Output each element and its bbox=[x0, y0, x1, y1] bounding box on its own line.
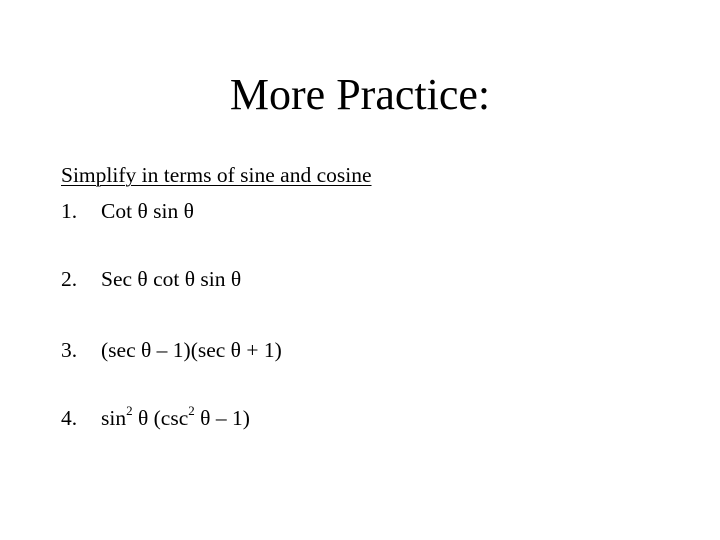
problem-item-4 bbox=[61, 404, 250, 432]
problem-expression: Sec θ cot θ sin θ bbox=[101, 267, 242, 291]
exponent: 2 bbox=[188, 402, 195, 418]
problem-expression-part: sin bbox=[101, 406, 127, 430]
problem-expression-part: θ (csc bbox=[132, 406, 189, 430]
slide-title: More Practice: bbox=[229, 70, 491, 119]
problem-expression-part: θ – 1) bbox=[194, 406, 250, 430]
problem-number: 2. bbox=[61, 267, 78, 291]
problem-expression: (sec θ – 1)(sec θ + 1) bbox=[101, 338, 282, 362]
problem-number: 1. bbox=[61, 199, 78, 223]
instruction-heading: Simplify in terms of sine and cosine bbox=[61, 163, 372, 187]
problem-item-1 bbox=[61, 197, 194, 225]
problem-item-3 bbox=[61, 336, 282, 364]
exponent: 2 bbox=[126, 402, 133, 418]
problem-number: 3. bbox=[61, 338, 78, 362]
problem-number: 4. bbox=[61, 406, 78, 430]
problem-item-2 bbox=[61, 265, 241, 293]
problem-expression: Cot θ sin θ bbox=[101, 199, 194, 223]
